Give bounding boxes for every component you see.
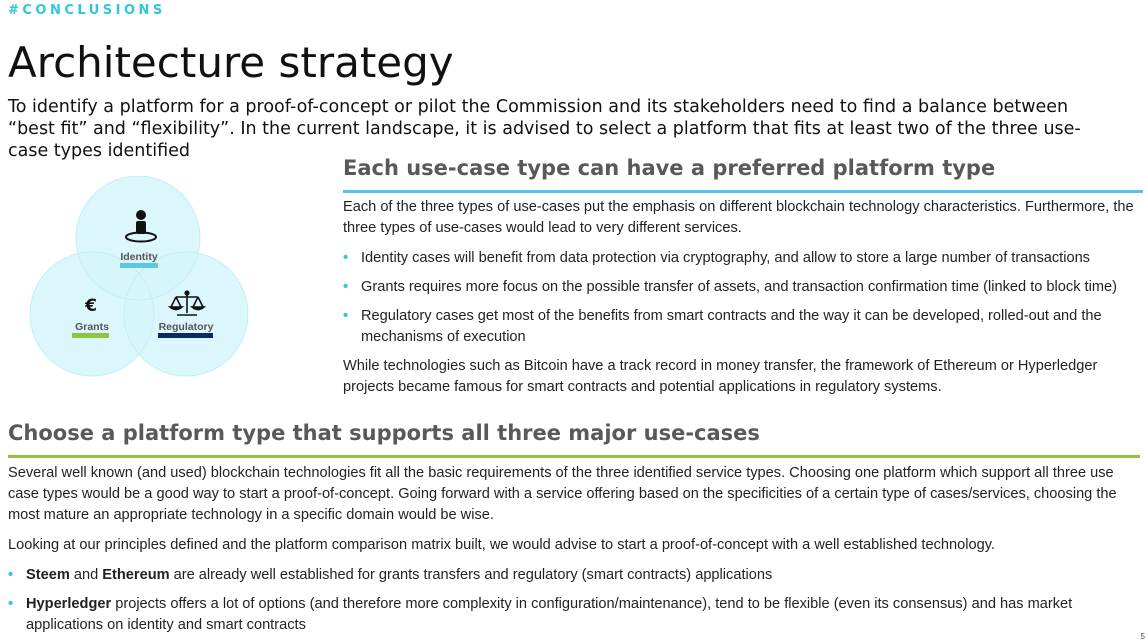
identity-label: Identity xyxy=(120,251,158,263)
page-title: Architecture strategy xyxy=(8,38,454,87)
grants-label: Grants xyxy=(75,321,109,333)
grants-underline xyxy=(72,333,109,338)
bullet-text: are already well established for grants transfers and regulatory (smart contracts) applications xyxy=(169,567,773,583)
regulatory-circle xyxy=(124,252,248,376)
list-item: • Grants requires more focus on the possible transfer of assets, and transaction confirmation time (linked to block time) xyxy=(343,277,1138,298)
section2-paragraph-2: Looking at our principles defined and the platform comparison matrix built, we would advise to start a proof-of-concept with a well established technology. xyxy=(8,537,995,553)
euro-icon: € xyxy=(85,296,97,316)
section2-body xyxy=(8,463,1126,644)
regulatory-label: Regulatory xyxy=(158,321,214,333)
section1-heading: Each use-case type can have a preferred platform type xyxy=(343,156,996,180)
section1-rule xyxy=(343,190,1143,193)
section1-paragraph-2: While technologies such as Bitcoin have a track record in money transfer, the framework of Ethereum or Hyperledger projects became famous for smart contracts and potential applications in regulatory systems. xyxy=(343,358,1098,395)
section2-paragraph-1: Several well known (and used) blockchain technologies fit all the basic requirements of the three identified service types. Choosing one platform which support all three use case types would be a good way to start a proof-of-concept. Going forward with a service offering based on the specificities of a certain type of cases/services, choosing the most mature an appropriate technology in a specific domain would be wise. xyxy=(8,465,1117,523)
hyperledger-name: Hyperledger xyxy=(26,596,112,612)
section2-rule xyxy=(8,455,1140,458)
page-number: 5 xyxy=(1140,632,1145,641)
list-item xyxy=(8,565,1126,586)
use-case-venn-diagram xyxy=(20,176,260,382)
bullet-text: projects offers a lot of options (and therefore more complexity in configuration/maintenance), tend to be flexible (even its consensus) and has market applications on identity and smart contracts xyxy=(26,596,1073,633)
section1-paragraph-1: Each of the three types of use-cases put the emphasis on different blockchain technology characteristics. Furthermore, the three types of use-cases would lead to very different services. xyxy=(343,199,1134,236)
steem-name: Steem xyxy=(26,567,70,583)
intro-paragraph: To identify a platform for a proof-of-concept or pilot the Commission and its stakeholders need to find a balance between “best fit” and “flexibility”. In the current landscape, it is advised to select a platform that fits at least two of the three use-case types identified xyxy=(8,97,1081,161)
identity-underline xyxy=(120,263,158,268)
section2-heading: Choose a platform type that supports all three major use-cases xyxy=(8,421,760,445)
bullet-text: and xyxy=(69,567,103,583)
list-item: • Identity cases will benefit from data protection via cryptography, and allow to store a large number of transactions xyxy=(343,248,1138,269)
section1-bullet-list xyxy=(343,248,1138,348)
regulatory-underline xyxy=(158,333,213,338)
section2-bullet-list xyxy=(8,565,1126,636)
list-item: • Regulatory cases get most of the benefits from smart contracts and the way it can be developed, rolled-out and the mechanisms of execution xyxy=(343,306,1138,348)
section-tag: #CONCLUSIONS xyxy=(8,3,166,18)
ethereum-name: Ethereum xyxy=(102,567,170,583)
venn-circles xyxy=(30,176,248,376)
section1-body xyxy=(343,197,1138,407)
list-item xyxy=(8,594,1126,636)
